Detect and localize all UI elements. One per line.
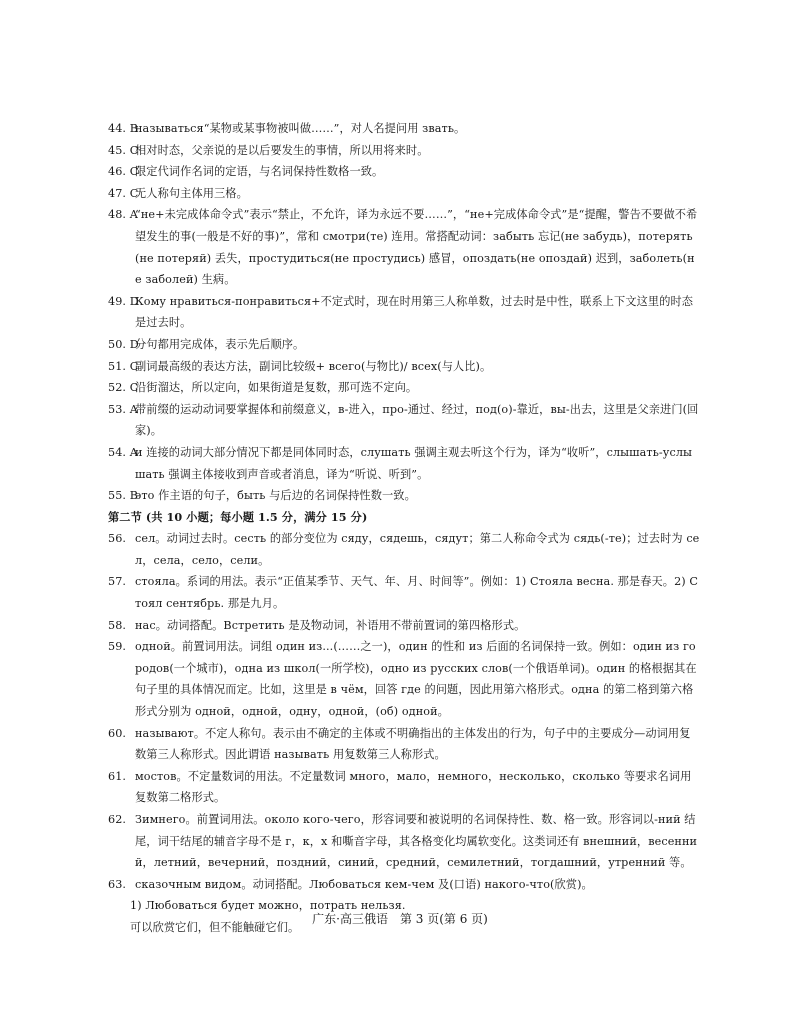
- answer-item: [108, 571, 700, 614]
- answer-number: 60.: [108, 726, 127, 740]
- answer-item: [108, 334, 700, 356]
- answer-number: 62.: [108, 813, 127, 826]
- answer-item: [108, 636, 700, 722]
- answer-number: 44. B: [108, 122, 139, 135]
- answer-item: [108, 291, 700, 334]
- answer-number: 58.: [108, 618, 127, 632]
- answer-explanation: 相对时态，父亲说的是以后要发生的事情，所以用将来时。: [135, 143, 429, 157]
- answer-item: [108, 874, 700, 896]
- answer-explanation: стояла。系词的用法。表示“正值某季节、天气、年、月、时间等”。例如：1) Стояла весна. 那是春天。2) Стоял сентябрь. 那是九月。: [135, 575, 699, 611]
- answer-explanation: одной。前置词用法。词组 один из...(……之一)，один 的性和 из 后面的名词保持一致。例如：один из городов(一个城市)，одна из школ(一所学校)，одно из русских слов(一个俄语单词)。один 的格根据其在句子里的具体情况而定。比如，这里是 в чём，回答 где 的问题，因此用第六格形式。одна 的第二格到第六格形式分别为 одной，одной，одну，одной，(об) одной。: [135, 640, 697, 719]
- answer-number: 53. A: [108, 402, 138, 416]
- answer-explanation: 分句都用完成体，表示先后顺序。: [135, 337, 305, 351]
- answer-item: [108, 442, 700, 485]
- answer-item: [108, 615, 700, 637]
- answer-number: 52. C: [108, 381, 139, 395]
- answer-explanation: Кому нравиться-понравиться+不定式时，现在时用第三人称单数，过去时是中性，联系上下文这里的时态是过去时。: [135, 294, 694, 330]
- answer-item: [108, 356, 700, 378]
- answer-number: 51. C: [108, 359, 139, 373]
- answer-explanation: и 连接的动词大部分情况下都是同体同时态，слушать 强调主观去听这个行为，译为“收听”，слышать-услышать 强调主体接收到声音或者消息，译为“听说、听到”。: [135, 445, 693, 481]
- answer-item: [108, 528, 700, 571]
- answer-item: [108, 723, 700, 766]
- answer-number: 55. B: [108, 489, 139, 503]
- answer-explanation: “не+未完成体命令式”表示“禁止，不允许，译为永远不要……”，“не+完成体命令式”是“提醒，警告不要做不希望发生的事(一般是不好的事)”，常和 смотри(те) 连用。常搭配动词：забыть 忘记(не забудь)，потерять(не потеряй) 丢失，простудиться(не простудись) 感冒，опоздать(не опоздай) 迟到，заболеть(не заболей) 生病。: [135, 208, 698, 287]
- answer-number: 49. D: [108, 294, 139, 308]
- answer-item: [108, 118, 700, 140]
- answer-number: 56.: [108, 532, 127, 546]
- answer-explanation: Зимнего。前置词用法。около кого-чего，形容词要和被说明的名词保持性、数、格一致。形容词以-ний 结尾，词干结尾的辅音字母不是 г，к，х 和嘶音字母，其各格变化均属软变化。这类词还有 внешний，весенний，летний，вечерний，поздний，синий，средний，семилетний，тогдашний，утренний 等。: [135, 813, 698, 870]
- answer-number: 57.: [108, 575, 127, 589]
- example-sentence-russian: 1) Любоваться будет можно，потрать нельзя.: [130, 899, 406, 913]
- answer-explanation: сел。动词过去时。сесть 的部分变位为 сяду，сядешь，сядут；第二人称命令式为 сядь(-те)；过去时为 сел，села，село，сели。: [135, 532, 700, 567]
- answer-explanation: называют。不定人称句。表示由不确定的主体或不明确指出的主体发出的行为，句子中的主要成分—动词用复数第三人称形式。因此谓语 называть 用复数第三人称形式。: [135, 726, 691, 762]
- answer-item: [108, 809, 700, 874]
- answer-number: 47. C: [108, 186, 139, 200]
- answer-explanation: 无人称句主体用三格。: [135, 186, 248, 200]
- answer-explanation: сказочным видом。动词搭配。Любоваться кем-чем 及(口语) накого-что(欣赏)。: [135, 877, 593, 891]
- answer-number: 59.: [108, 640, 127, 654]
- answer-number: 54. A: [108, 445, 138, 459]
- answer-explanation: нас。动词搭配。Встретить 是及物动词，补语用不带前置词的第四格形式。: [135, 618, 526, 632]
- answer-explanation: мостов。不定量数词的用法。不定量数词 много，мало，немного，несколько，сколько 等要求名词用复数第二格形式。: [135, 769, 692, 805]
- answers-part-two: [108, 528, 700, 895]
- answer-item: [108, 766, 700, 809]
- answer-number: 61.: [108, 769, 127, 783]
- section-title: 第二节 (共 10 小题；每小题 1.5 分，满分 15 分): [108, 509, 368, 524]
- answer-item: [108, 399, 700, 442]
- answer-item: [108, 485, 700, 507]
- answer-explanation: 限定代词作名词的定语，与名词保持性数格一致。: [135, 165, 384, 179]
- answer-number: 45. C: [108, 143, 139, 157]
- answer-explanation: 带前缀的运动动词要掌握体和前缀意义，в-进入，про-通过、经过，под(о)-靠近，вы-出去，这里是父亲进门(回家)。: [135, 402, 699, 438]
- example-sentence-chinese: 可以欣赏它们，但不能触碰它们。: [130, 920, 300, 934]
- answer-number: 50. D: [108, 337, 139, 351]
- answer-item: [108, 183, 700, 205]
- answer-number: 46. C: [108, 165, 139, 179]
- answer-explanation: 副词最高级的表达方法，副词比较级+ всего(与物比)/ всех(与人比)。: [135, 359, 492, 373]
- answer-explanation: 沿街溜达，所以定向，如果街道是复数，那可选不定向。: [135, 381, 418, 395]
- answer-item: [108, 377, 700, 399]
- answer-item: [108, 140, 700, 162]
- answer-item: [108, 161, 700, 183]
- answer-number: 48. A: [108, 208, 138, 222]
- answer-number: 63.: [108, 877, 127, 891]
- answer-explanation: это 作主语的句子，быть 与后边的名词保持性数一致。: [135, 489, 416, 503]
- page-footer: 广东·高三俄语 第 3 页(第 6 页): [312, 912, 488, 926]
- answer-explanation: называться“某物或某事物被叫做……”，对人名提问用 звать。: [135, 122, 466, 135]
- answer-key-page: [108, 118, 700, 939]
- answer-item: [108, 204, 700, 290]
- answers-part-one: [108, 118, 700, 507]
